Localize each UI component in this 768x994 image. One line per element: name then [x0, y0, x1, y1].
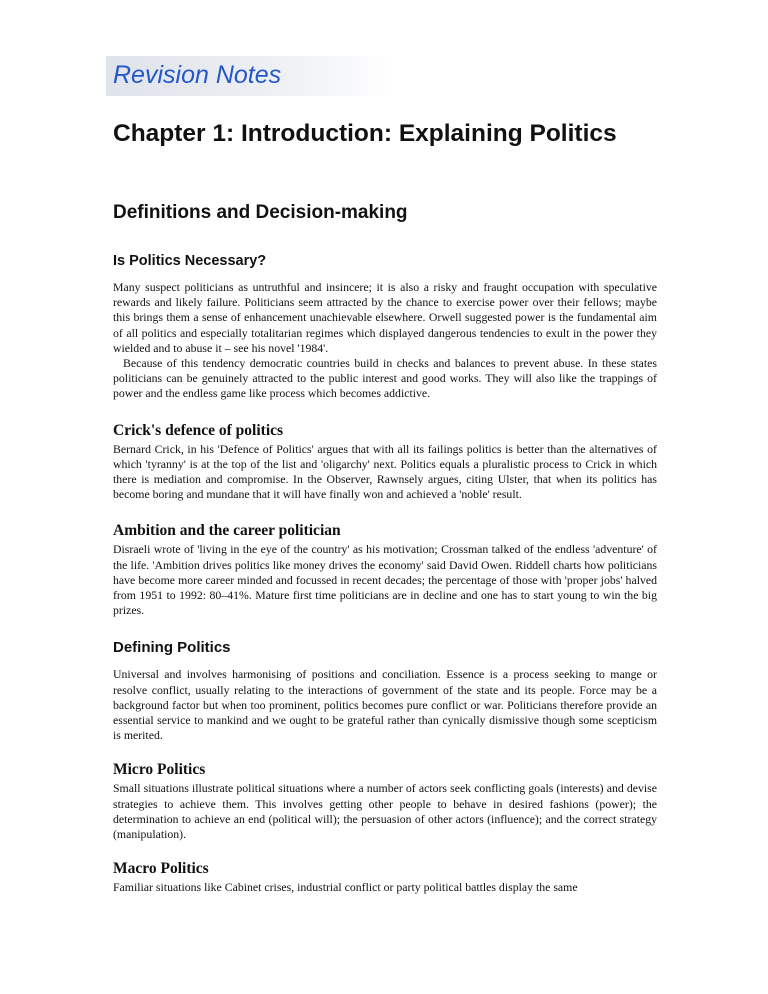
subsection-heading: Micro Politics [113, 761, 206, 779]
paragraph: Small situations illustrate political situations where a number of actors seek conflicting goals (interests) and devise strategies to achieve them. This involves getting other people to behave in desired fashions (power); the determination to achieve an end (political will); the persuasion of other actors (influence); and the correct strategy (manipulation). [113, 781, 657, 842]
banner-title: Revision Notes [113, 61, 282, 89]
paragraph: Familiar situations like Cabinet crises, industrial conflict or party political battles display the same [113, 880, 578, 895]
chapter-title: Chapter 1: Introduction: Explaining Politics [113, 120, 617, 147]
paragraph: Disraeli wrote of 'living in the eye of the country' as his motivation; Crossman talked of the endless 'adventure' of the life. 'Ambition drives politics like money drives the economy' said David Owen. Riddell charts how politicians have become more career minded and focussed in recent decades; the percentage of those with 'proper jobs' halved from 1951 to 1992: 80–41%. Mature first time politicians are in decline and one has to start young to win the big prizes. [113, 542, 657, 618]
subsection-heading: Ambition and the career politician [113, 522, 341, 540]
paragraph: Bernard Crick, in his 'Defence of Politics' argues that with all its failings politics is better than the alternatives of which 'tyranny' is at the top of the list and 'oligarchy' next. Politics equals a pluralistic process to Crick in which there is mediation and compromise. In the Observer, Rawnsely argues, citing Ulster, that when its politics has become boring and mundane that it will have finally won and achieved a 'noble' result. [113, 441, 657, 502]
paragraph: Because of this tendency democratic countries build in checks and balances to prevent abuse. In these states politicians can be genuinely attracted to the public interest and good works. They will also like the trappings of power and the endless game like process which becomes addictive. [113, 356, 657, 401]
paragraph: Many suspect politicians as untruthful and insincere; it is also a risky and fraught occupation with speculative rewards and likely failure. Politicians seem attracted by the chance to exercise power over their fellows; maybe this brings them a sense of enhancement unachievable elsewhere. Orwell suggested power is the fundamental aim of all politics and especially totalitarian regimes which displayed dangerous tendencies to exult in the power they wielded and to abuse it – see his novel '1984'. [113, 280, 657, 355]
subsection-heading: Crick's defence of politics [113, 421, 284, 439]
subsection-heading: Defining Politics [113, 639, 231, 657]
subsection-heading: Is Politics Necessary? [113, 253, 267, 269]
subsection-heading: Macro Politics [113, 860, 209, 878]
section-title: Definitions and Decision-making [113, 202, 408, 223]
document-body [113, 118, 657, 895]
paragraph: Universal and involves harmonising of positions and conciliation. Essence is a process seeking to mange or resolve conflict, usually relating to the interactions of government of the state and its people. Force may be a background factor but when too prominent, politics becomes pure conflict or war. Politicians therefore provide an essential service to mankind and we ought to be grateful rather than cynically dismissive though some scepticism is merited. [113, 667, 657, 743]
